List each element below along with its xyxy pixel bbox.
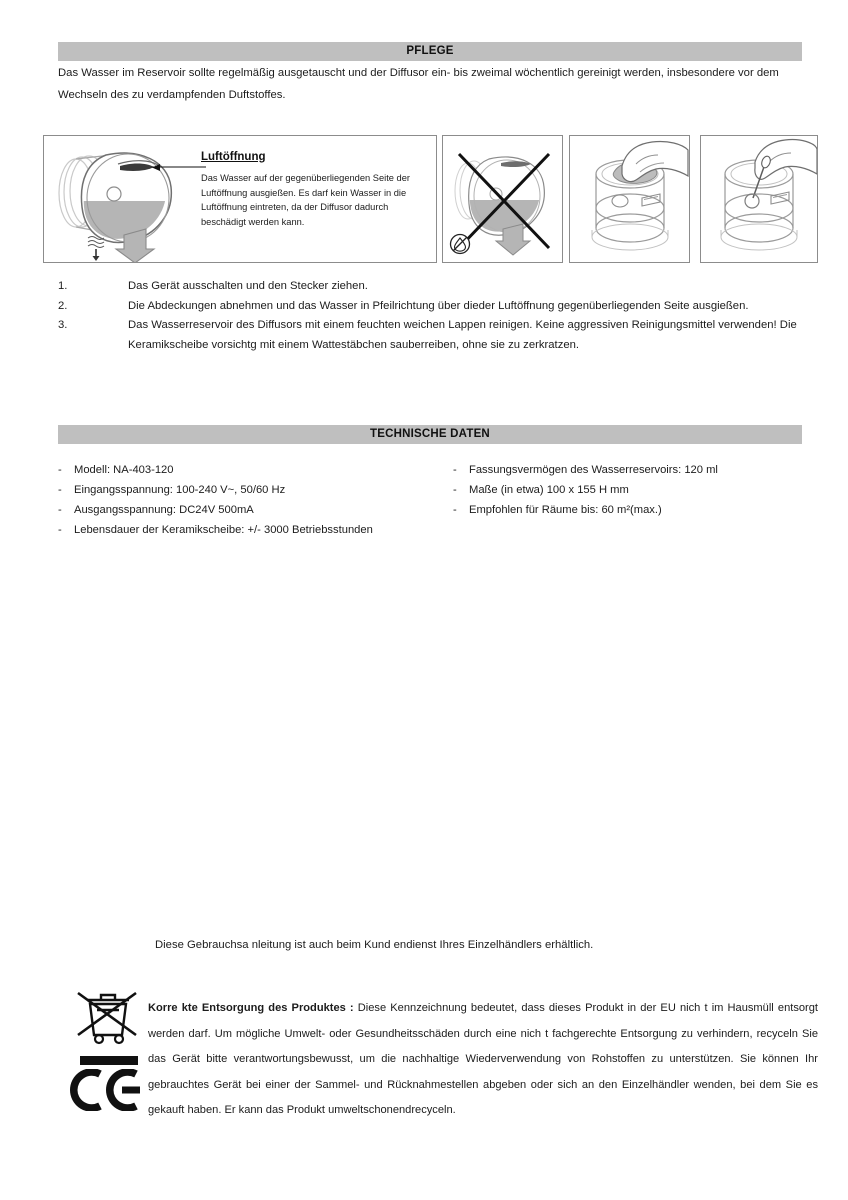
ce-marking-icon xyxy=(70,1069,146,1111)
no-water-badge-icon xyxy=(451,235,470,254)
disposal-paragraph xyxy=(148,996,818,1124)
list-item xyxy=(58,500,413,520)
spec-text: Lebensdauer der Keramikscheibe: +/- 3000 Betriebsstunden xyxy=(74,524,373,536)
list-item xyxy=(58,480,413,500)
list-item xyxy=(58,277,810,297)
service-availability-note: Diese Gebrauchsa nleitung ist auch beim Kund endienst Ihres Einzelhändlers erhältlich. xyxy=(155,939,594,951)
spec-text: Maße (in etwa) 100 x 155 H mm xyxy=(469,484,629,496)
specs-column-right xyxy=(453,460,808,540)
spec-text: Eingangsspannung: 100-240 V~, 50/60 Hz xyxy=(74,484,286,496)
step-number: 3. xyxy=(58,319,68,331)
section-header-technische-daten-label: TECHNISCHE DATEN xyxy=(370,427,490,440)
list-item xyxy=(58,316,810,355)
spec-text: Fassungsvermögen des Wasserreservoirs: 120 ml xyxy=(469,464,718,476)
bullet-dash: - xyxy=(58,484,62,496)
care-steps-list xyxy=(58,277,810,355)
illustration-strip xyxy=(43,135,818,263)
step-text: Das Wasserreservoir des Diffusors mit einem feuchten weichen Lappen reinigen. Keine aggressiven Reinigungsmittel verwenden! Die Keramikscheibe vorsichtg mit einem Wattestäbchen sauberreiben, ohne sie zu zerkratzen. xyxy=(128,319,797,351)
illustration-panel-1 xyxy=(43,135,437,263)
step-text: Das Gerät ausschalten und den Stecker ziehen. xyxy=(128,280,368,292)
disposal-title: Korre kte Entsorgung des Produktes : xyxy=(148,1002,354,1014)
section-header-pflege xyxy=(58,42,802,61)
list-item xyxy=(453,500,808,520)
spec-text: Modell: NA-403-120 xyxy=(74,464,174,476)
disposal-body: Diese Kennzeichnung bedeutet, dass dieses Produkt in der EU nich t im Hausmüll entsorgt werden darf. Um mögliche Umwelt- oder Gesundheitsschäden durch eine nich t fachgerechte Entsorgung zu verhindern, recyceln Sie das Gerät bitte verantwortungsbewusst, um die nachhaltige Wiederverwendung von Rohstoffen zu unterstützen. Sie können Ihr gebrauchtes Gerät bei einer der Sammel- und Rücknahmestellen abgeben oder sich an den Einzelhändler wenden, bei dem Sie es gekauft haben. Er kann das Produkt umweltschonendrecyceln. xyxy=(148,1002,818,1116)
diffuser-no-pour-crossed-out-icon xyxy=(443,136,562,262)
list-item xyxy=(58,520,413,540)
luftoeffnung-description: Das Wasser auf der gegenüberliegenden Seite der Luftöffnung ausgießen. Es darf kein Wasser in die Luftöffnung eintreten, da der Diffusor dadurch beschädigt werden kann. xyxy=(201,173,410,227)
bullet-dash: - xyxy=(453,484,457,496)
bullet-dash: - xyxy=(58,524,62,536)
specs-column-left xyxy=(58,460,413,540)
bullet-dash: - xyxy=(58,504,62,516)
bullet-dash: - xyxy=(453,504,457,516)
list-item xyxy=(58,297,810,317)
diffuser-pour-diagram-icon xyxy=(48,137,208,263)
weee-solid-bar xyxy=(80,1056,138,1065)
hand-removing-cover-icon xyxy=(570,136,689,262)
hand-cleaning-ceramic-disc-cotton-swab-icon xyxy=(701,136,817,262)
bullet-dash: - xyxy=(58,464,62,476)
bullet-dash: - xyxy=(453,464,457,476)
step-number: 2. xyxy=(58,299,68,312)
list-item xyxy=(453,480,808,500)
section-header-pflege-label: PFLEGE xyxy=(406,44,454,57)
illustration-panel-3 xyxy=(569,135,690,263)
spec-text: Empfohlen für Räume bis: 60 m²(max.) xyxy=(469,504,662,516)
section-header-technische-daten xyxy=(58,425,802,444)
luftoeffnung-title: Luftöffnung xyxy=(201,151,266,163)
technical-specs xyxy=(58,460,810,540)
list-item xyxy=(58,460,413,480)
step-number: 1. xyxy=(58,280,68,292)
spec-text: Ausgangsspannung: DC24V 500mA xyxy=(74,504,254,516)
step-text: Die Abdeckungen abnehmen und das Wasser in Pfeilrichtung über dieder Luftöffnung gegenüberliegenden Seite ausgießen. xyxy=(128,299,749,312)
care-intro-paragraph: Das Wasser im Reservoir sollte regelmäßig ausgetauscht und der Diffusor ein- bis zweimal wöchentlich gereinigt werden, insbesondere vor dem Wechseln des zu verdampfenden Duftstoffes. xyxy=(58,67,779,101)
illustration-panel-2 xyxy=(442,135,563,263)
luftoeffnung-callout xyxy=(201,149,429,229)
list-item xyxy=(453,460,808,480)
illustration-panel-4 xyxy=(700,135,818,263)
compliance-marks xyxy=(70,985,156,1116)
crossed-out-wheelie-bin-icon xyxy=(70,985,144,1047)
